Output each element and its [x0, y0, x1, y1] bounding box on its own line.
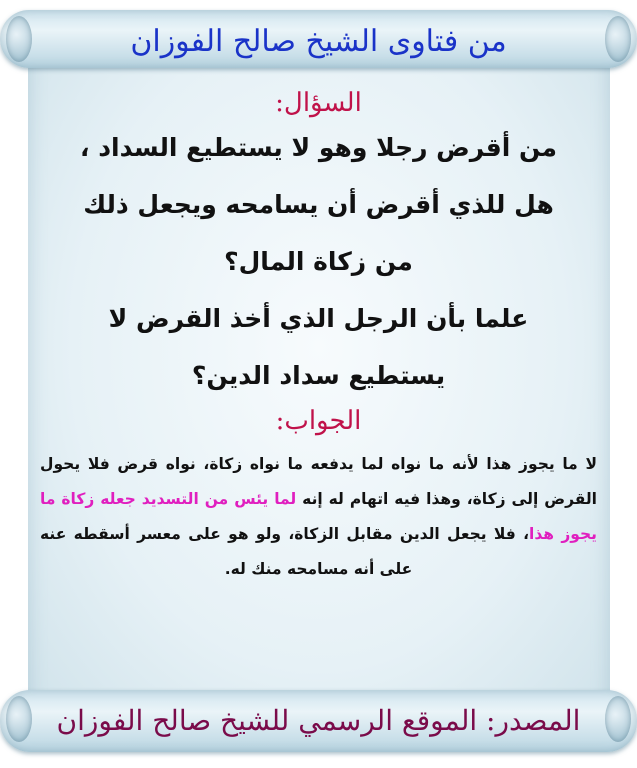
answer-text-part: لا ما يجوز هذا لأنه ما نواه لما يدفعه ما نواه زكاة، نواه قرض فلا يحول القرض إلى زكاة، وهذا فيه اتهام له إنه: [40, 455, 597, 509]
question-line: من أقرض رجلا وهو لا يستطيع السداد ،: [80, 133, 557, 163]
question-line: هل للذي أقرض أن يسامحه ويجعل ذلك: [83, 190, 554, 220]
question-heading: السؤال:: [275, 88, 362, 118]
fatwa-content: [40, 88, 597, 587]
question-line: يستطيع سداد الدين؟: [191, 361, 446, 391]
answer-text-part: ، فلا يجعل الدين مقابل الزكاة، ولو هو على معسر أسقطه عنه على أنه مسامحه منك له.: [40, 525, 530, 579]
question-text: [40, 119, 597, 404]
question-line: علما بأن الرجل الذي أخذ القرض لا: [108, 304, 529, 334]
answer-heading: الجواب:: [275, 406, 362, 437]
source-caption: المصدر: الموقع الرسمي للشيخ صالح الفوزان: [56, 704, 581, 737]
answer-highlight: لما يئس من التسديد جعله زكاة ما يجوز هذا: [40, 490, 597, 544]
page-title: من فتاوى الشيخ صالح الفوزان: [130, 24, 507, 59]
answer-text: [40, 447, 597, 587]
question-line: من زكاة المال؟: [224, 247, 413, 277]
